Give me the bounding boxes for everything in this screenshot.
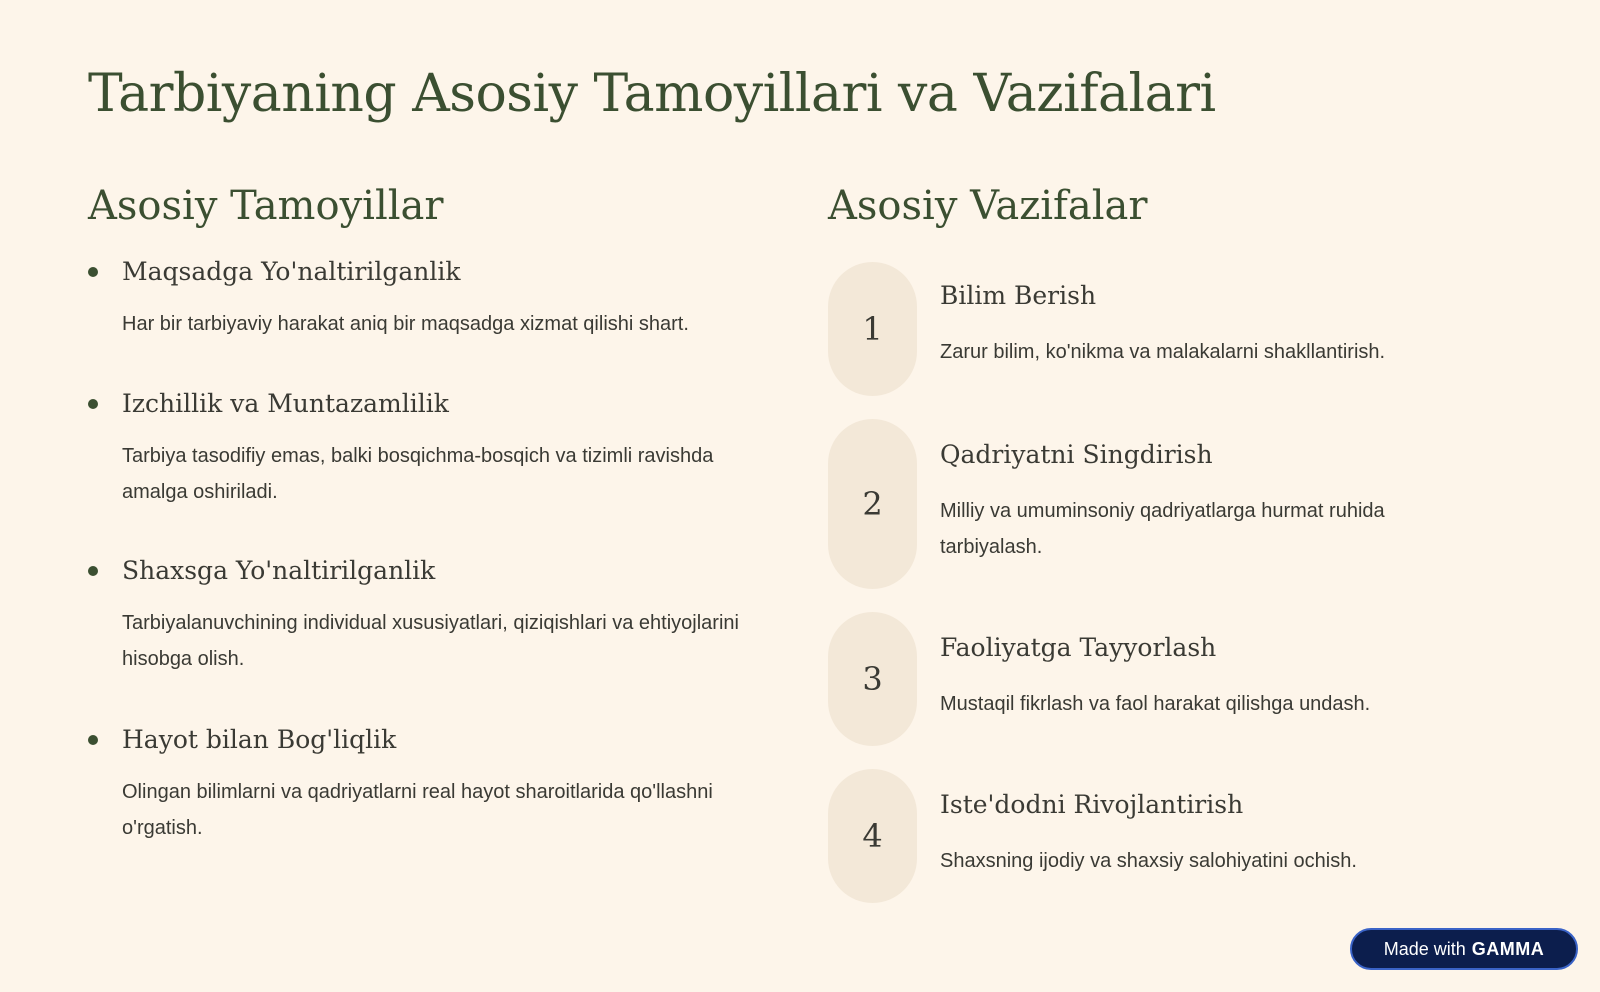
principle-title: Maqsadga Yo'naltirilganlik <box>122 257 461 286</box>
principle-title: Shaxsga Yo'naltirilganlik <box>122 556 436 585</box>
duty-number-badge: 3 <box>828 612 917 746</box>
principles-heading: Asosiy Tamoyillar <box>88 183 444 229</box>
principle-description: Tarbiya tasodifiy emas, balki bosqichma-bosqich va tizimli ravishda amalga oshiriladi. <box>122 445 714 503</box>
principle-description: Tarbiyalanuvchining individual xususiyatlari, qiziqishlari va ehtiyojlarini hisobga olish. <box>122 612 739 670</box>
principle-description: Olingan bilimlarni va qadriyatlarni real hayot sharoitlarida qo'llashni o'rgatish. <box>122 781 713 839</box>
duties-heading: Asosiy Vazifalar <box>828 183 1148 229</box>
principle-title: Izchillik va Muntazamlilik <box>122 389 449 418</box>
duty-number-badge: 2 <box>828 419 917 589</box>
duty-description: Mustaqil fikrlash va faol harakat qilishga undash. <box>940 693 1371 715</box>
duty-title: Iste'dodni Rivojlantirish <box>940 790 1244 819</box>
duty-description: Milliy va umuminsoniy qadriyatlarga hurmat ruhida tarbiyalash. <box>940 500 1385 558</box>
duty-title: Faoliyatga Tayyorlash <box>940 633 1217 662</box>
bullet-icon <box>88 267 98 277</box>
principle-description: Har bir tarbiyaviy harakat aniq bir maqsadga xizmat qilishi shart. <box>122 313 689 335</box>
duty-title: Bilim Berish <box>940 281 1097 310</box>
duty-description: Shaxsning ijodiy va shaxsiy salohiyatini ochish. <box>940 850 1357 872</box>
made-with-gamma-badge[interactable] <box>1350 928 1578 970</box>
gamma-logo: GAMMA <box>1471 938 1545 959</box>
badge-prefix: Made with <box>1383 938 1466 959</box>
duty-title: Qadriyatni Singdirish <box>940 440 1213 469</box>
duty-number-badge: 4 <box>828 769 917 903</box>
bullet-icon <box>88 399 98 409</box>
bullet-icon <box>88 566 98 576</box>
page-title: Tarbiyaning Asosiy Tamoyillari va Vazifalari <box>88 64 1216 124</box>
duty-description: Zarur bilim, ko'nikma va malakalarni shakllantirish. <box>940 341 1386 363</box>
duty-number-badge: 1 <box>828 262 917 396</box>
principle-title: Hayot bilan Bog'liqlik <box>122 725 397 754</box>
bullet-icon <box>88 735 98 745</box>
